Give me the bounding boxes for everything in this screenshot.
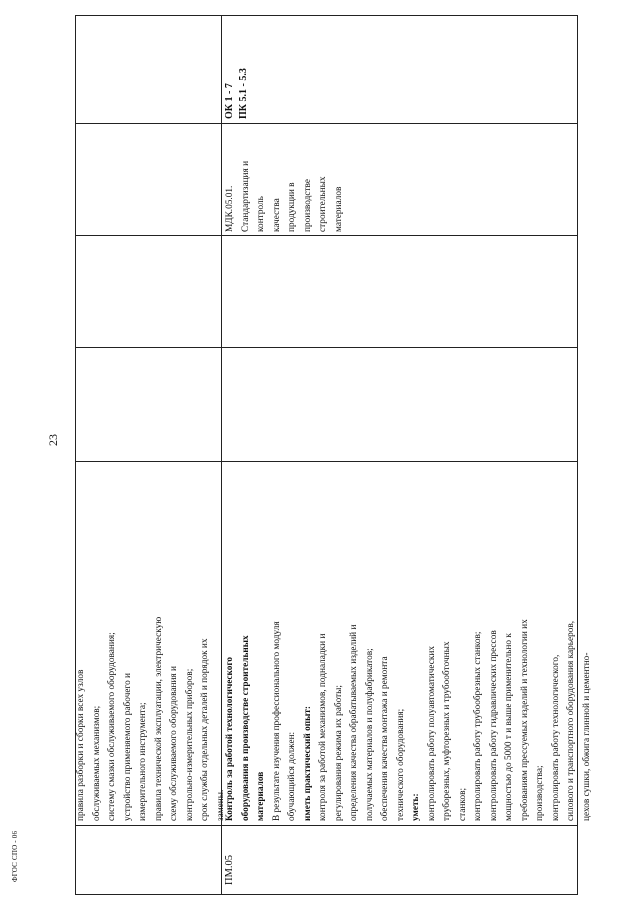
column-divider-hours-2 <box>75 347 578 348</box>
mdk-line: качества <box>271 198 282 232</box>
list-item: контролировать работу гидравлических прессов <box>488 630 499 821</box>
list-item: регулирования режима их работы; <box>333 685 344 821</box>
list-item: контролировать работу трубообрезных станков; <box>473 631 483 821</box>
column-divider-mdk <box>75 235 578 236</box>
list-item: получаемых материалов и полуфабрикатов; <box>364 648 375 821</box>
list-item: контролировать работу технологического, <box>550 654 561 821</box>
list-item: контрольно-измерительных приборов; <box>184 668 195 821</box>
footer-standard-label: ФГОС СПО - 06 <box>11 830 19 882</box>
intro-line: В результате изучения профессионального модуля <box>271 621 282 821</box>
list-item: труборезных, муфторезных и трубообточных <box>442 641 452 821</box>
column-divider-competencies <box>75 123 578 124</box>
list-item: правила разборки и сборки всех узлов <box>76 669 86 821</box>
mdk-line: МДК.05.01. <box>225 185 235 232</box>
mdk-line: строительных <box>318 176 328 232</box>
page-number: 23 <box>46 434 60 446</box>
list-item: схему обслуживаемого оборудования и <box>169 666 179 821</box>
list-item: производства; <box>535 765 545 821</box>
list-item: цехов сушки, обжига глинной и цементно- <box>581 652 592 821</box>
list-item: обслуживаемых механизмов; <box>91 705 102 821</box>
mdk-line: продукции в <box>287 182 297 232</box>
curriculum-table: правила разборки и сборки всех узлов обслуживаемых механизмов; систему смазки обслуживаемого оборудования; устройство применяемого рабочего и измерительного инструмента; правила технической эксплуатации, электрическую схему обслуживаемого оборудования и контрольно-измерительных приборов; срок службы отдельных деталей и порядок их замены. ПМ.05 Контроль за работой технологического оборудования в производстве строительных материалов В результате изучения профессионального модуля обучающийся должен: иметь практический опыт: контроля за работой механизмов, подналадки и регулирования режима их работы; определения качества обрабатываемых изделий и получаемых материалов и полуфабрикатов; обеспечения качества монтажа и ремонта технического оборудования; уметь: контролировать работу полуавтоматических труборезных, муфторезных и трубообточных станков; контролировать работу трубообрезных станков; контролировать работу гидравлических прессов мощностью до 5000 т и выше применительно к требованиям прессуемых изделий и технологии их производства; контролировать работу технологического, силового и транспортного оборудования карьеров, цехов сушки, обжига глинной и цементно- МДК.05.01. Стандартизация и контроль качества продукции в производстве строительных материалов ОК 1 - 7 ПК 5.1 - 5.3 <box>75 15 577 895</box>
list-item: станков; <box>457 787 468 821</box>
list-item: технического оборудования; <box>395 708 406 821</box>
skills-label: уметь: <box>411 793 421 821</box>
module-title-line: материалов <box>256 771 266 821</box>
list-item: срок службы отдельных деталей и порядок их <box>200 638 210 821</box>
list-item: определения качества обрабатываемых изделий и <box>349 624 359 821</box>
list-item: контролировать работу полуавтоматических <box>426 645 437 821</box>
intro-line: обучающийся должен: <box>287 731 297 821</box>
list-item: контроля за работой механизмов, подналадки и <box>318 633 328 821</box>
list-item: систему смазки обслуживаемого оборудования; <box>107 632 117 821</box>
mdk-line: производстве <box>302 178 313 232</box>
column-divider-hours-1 <box>75 461 578 462</box>
table-border-top <box>75 15 578 16</box>
column-divider-content <box>75 825 578 826</box>
list-item: обеспечения качества монтажа и ремонта <box>380 656 390 821</box>
mdk-line: материалов <box>333 186 344 232</box>
competency-line: ОК 1 - 7 <box>224 83 235 119</box>
module-title-line: Контроль за работой технологического <box>225 656 235 821</box>
module-title-line: оборудования в производстве строительных <box>240 635 251 821</box>
table-border-bottom <box>75 894 578 895</box>
competency-line: ПК 5.1 - 5.3 <box>238 68 249 119</box>
list-item: требованиям прессуемых изделий и технологии их <box>519 619 530 821</box>
mdk-line: Стандартизация и <box>240 160 251 232</box>
list-item: мощностью до 5000 т и выше применительно к <box>504 633 514 821</box>
practical-label: иметь практический опыт: <box>302 705 313 821</box>
list-item: замены. <box>215 789 226 821</box>
list-item: силового и транспортного оборудования карьеров, <box>566 620 576 821</box>
mdk-line: контроль <box>256 196 266 232</box>
list-item: измерительного инструмента; <box>138 702 148 821</box>
list-item: правила технической эксплуатации, электрическую <box>153 616 164 821</box>
list-item: устройство применяемого рабочего и <box>122 672 133 821</box>
